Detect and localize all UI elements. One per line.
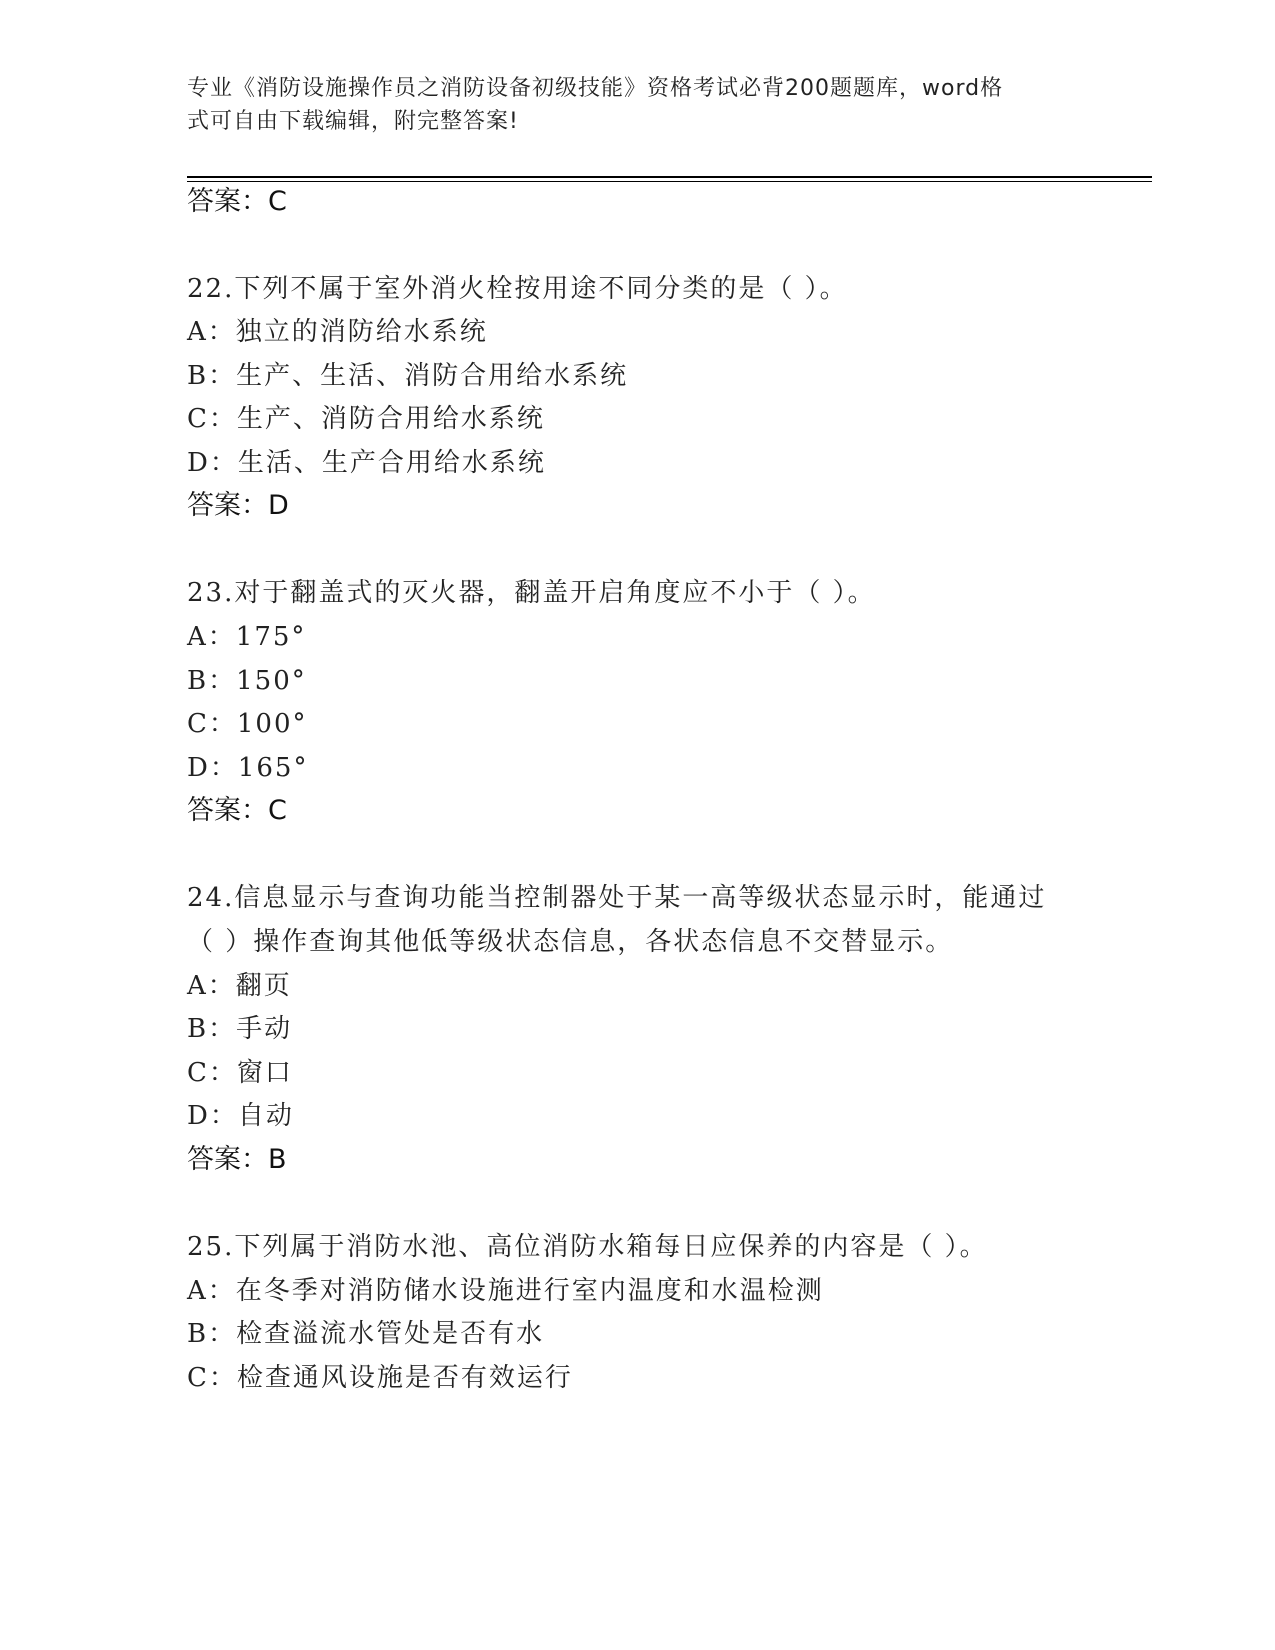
question-22-option-c: C：生产、消防合用给水系统	[187, 404, 545, 434]
question-23-stem: 23.对于翻盖式的灭火器，翻盖开启角度应不小于（ ）。	[187, 578, 876, 608]
question-23-option-d: D：165°	[187, 753, 309, 783]
answer-q21: 答案：C	[187, 186, 287, 217]
question-25-stem: 25.下列属于消防水池、高位消防水箱每日应保养的内容是（ ）。	[187, 1232, 988, 1262]
question-24-option-a: A：翻页	[187, 971, 292, 1001]
header-divider-thick	[187, 176, 1152, 178]
question-25-option-b: B：检查溢流水管处是否有水	[187, 1319, 545, 1349]
header-divider-thin	[187, 181, 1152, 182]
question-23-option-b: B：150°	[187, 666, 307, 696]
header-line-2: 式可自由下载编辑，附完整答案!	[187, 109, 519, 134]
question-22-stem: 22.下列不属于室外消火栓按用途不同分类的是（ ）。	[187, 274, 848, 304]
header-line-1: 专业《消防设施操作员之消防设备初级技能》资格考试必背200题题库，word格	[187, 76, 1004, 101]
question-24-option-d: D：自动	[187, 1101, 294, 1131]
question-23-option-a: A：175°	[187, 622, 307, 652]
question-24-stem-line-1: 24.信息显示与查询功能当控制器处于某一高等级状态显示时，能通过	[187, 883, 1047, 913]
question-22-option-d: D：生活、生产合用给水系统	[187, 448, 546, 478]
question-24-stem-line-2: （ ）操作查询其他低等级状态信息，各状态信息不交替显示。	[187, 927, 954, 957]
answer-q22: 答案：D	[187, 490, 289, 521]
question-22-option-b: B：生产、生活、消防合用给水系统	[187, 361, 629, 391]
question-24-option-c: C：窗口	[187, 1058, 293, 1088]
document-header	[187, 72, 1067, 138]
question-24-option-b: B：手动	[187, 1014, 293, 1044]
question-25-option-c: C：检查通风设施是否有效运行	[187, 1363, 573, 1393]
question-25-option-a: A：在冬季对消防储水设施进行室内温度和水温检测	[187, 1276, 824, 1306]
question-23-option-c: C：100°	[187, 709, 308, 739]
question-22-option-a: A：独立的消防给水系统	[187, 317, 488, 347]
answer-q23: 答案：C	[187, 795, 287, 826]
answer-q24: 答案：B	[187, 1144, 287, 1175]
